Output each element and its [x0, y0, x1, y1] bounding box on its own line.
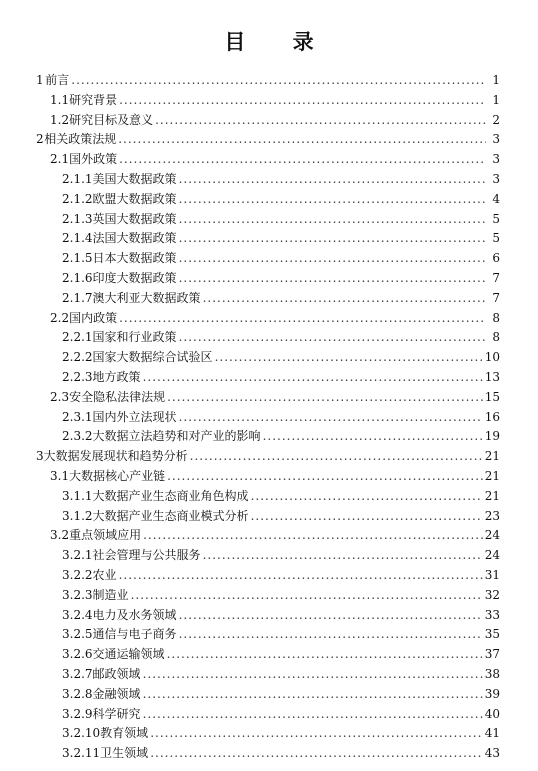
toc-entry-number: 2.3.2: [62, 429, 93, 444]
toc-entry[interactable]: [62, 209, 500, 229]
toc-entry-title: 前言: [45, 73, 70, 87]
toc-entry-page: 41: [484, 726, 500, 741]
toc-entry-title: 农业: [92, 568, 117, 582]
toc-entry-page: 10: [484, 350, 500, 365]
toc-entry-page: 24: [484, 548, 500, 563]
toc-entry[interactable]: [62, 327, 500, 347]
toc-dot-leader: [155, 110, 486, 130]
toc-dot-leader: [203, 288, 486, 308]
toc-entry-number: 2.1.7: [62, 290, 93, 305]
toc-entry[interactable]: [62, 347, 500, 367]
toc-entry-number: 3.2.4: [62, 607, 93, 622]
toc-entry-title: 研究背景: [69, 92, 118, 107]
toc-entry-number: 2.3.1: [62, 409, 93, 424]
toc-entry-page: 8: [492, 310, 500, 325]
toc-entry-page: 3: [492, 172, 500, 186]
toc-entry-page: 1: [492, 92, 500, 107]
toc-entry-title: 澳大利亚大数据政策: [92, 290, 201, 305]
toc-dot-leader: [167, 644, 483, 664]
toc-dot-leader: [263, 426, 483, 446]
toc-entry-page: 16: [484, 409, 500, 424]
toc-entry-title: 国家大数据综合试验区: [92, 350, 213, 365]
toc-entry-page: 23: [484, 508, 500, 523]
toc-dot-leader: [190, 446, 483, 466]
toc-dot-leader: [119, 90, 486, 110]
toc-entry-page: 3: [492, 152, 500, 167]
toc-entry-number: 3.1.1: [62, 488, 93, 503]
toc-entry-number: 2.2: [50, 310, 70, 325]
toc-entry-number: 3.2.9: [62, 706, 93, 721]
toc-entry-number: 2.1.1: [62, 172, 93, 186]
toc-entry[interactable]: [62, 486, 500, 506]
toc-entry-title: 邮政领域: [92, 667, 141, 681]
toc-entry-page: 8: [492, 330, 500, 345]
toc-entry-number: 3.2.1: [62, 548, 93, 563]
toc-entry-title: 大数据核心产业链: [69, 469, 166, 483]
toc-entry[interactable]: [62, 605, 500, 625]
toc-entry-page: 15: [484, 389, 500, 404]
toc-entry[interactable]: [62, 624, 500, 644]
toc-entry[interactable]: [62, 228, 500, 248]
toc-entry-title: 国外政策: [69, 152, 118, 167]
toc-entry-page: 24: [484, 528, 500, 543]
toc-entry[interactable]: [62, 189, 500, 209]
toc-entry-number: 1: [36, 73, 44, 87]
toc-entry-number: 1.1: [50, 92, 70, 107]
toc-entry-title: 社会管理与公共服务: [92, 548, 201, 563]
toc-entry-number: 3.2.3: [62, 587, 93, 602]
toc-entry-page: 32: [484, 587, 500, 602]
toc-entry-page: 7: [492, 290, 500, 305]
toc-entry-number: 3.2.10: [62, 726, 101, 741]
toc-entry-title: 研究目标及意义: [69, 112, 154, 127]
toc-dot-leader: [251, 506, 483, 526]
toc-dot-leader: [179, 209, 486, 229]
toc-dot-leader: [167, 466, 483, 486]
toc-entry-title: 国内政策: [69, 310, 118, 325]
toc-dot-leader: [150, 743, 483, 763]
toc-entry[interactable]: [50, 387, 500, 407]
toc-entry-page: 2: [492, 112, 500, 127]
toc-entry[interactable]: [62, 684, 500, 704]
toc-entry-page: 35: [484, 627, 500, 642]
toc-entry[interactable]: [62, 367, 500, 387]
toc-dot-leader: [179, 605, 483, 625]
toc-dot-leader: [131, 585, 483, 605]
toc-entry[interactable]: [62, 545, 500, 565]
toc-entry-page: 40: [484, 706, 500, 721]
toc-entry-page: 5: [492, 231, 500, 246]
toc-entry[interactable]: [62, 248, 500, 268]
toc-entry-page: 21: [484, 449, 500, 464]
toc-dot-leader: [179, 189, 486, 209]
toc-entry[interactable]: [62, 268, 500, 288]
toc-entry-title: 欧盟大数据政策: [92, 191, 177, 206]
toc-dot-leader: [118, 129, 486, 149]
toc-entry[interactable]: [36, 129, 500, 149]
toc-entry-title: 法国大数据政策: [92, 231, 177, 246]
toc-entry[interactable]: [62, 644, 500, 664]
toc-dot-leader: [143, 664, 483, 684]
toc-entry-page: 3: [492, 132, 500, 147]
toc-entry-page: 21: [484, 488, 500, 503]
toc-entry-number: 2.1: [50, 152, 70, 167]
toc-entry-page: 1: [492, 73, 500, 87]
toc-entry[interactable]: [50, 308, 500, 328]
toc-entry-page: 7: [492, 271, 500, 285]
toc-entry[interactable]: [62, 288, 500, 308]
toc-entry[interactable]: [62, 743, 500, 763]
toc-dot-leader: [251, 486, 483, 506]
toc-entry-page: 37: [484, 647, 500, 662]
toc-entry-title: 大数据发展现状和趋势分析: [43, 449, 188, 464]
toc-dot-leader: [143, 525, 483, 545]
toc-entry-number: 2: [36, 132, 44, 147]
toc-entry-page: 5: [492, 211, 500, 226]
toc-entry-page: 43: [484, 746, 500, 761]
toc-entry-number: 2.1.5: [62, 251, 93, 266]
toc-entry-page: 4: [492, 191, 500, 206]
toc-entry[interactable]: [50, 466, 500, 486]
toc-dot-leader: [179, 624, 483, 644]
toc-entry-title: 电力及水务领域: [92, 607, 177, 622]
toc-entry-number: 2.2.2: [62, 350, 93, 365]
toc-entry[interactable]: [62, 506, 500, 526]
toc-entry[interactable]: [36, 446, 500, 466]
toc-entry-title: 安全隐私法律法规: [69, 389, 166, 404]
toc-entry[interactable]: [62, 407, 500, 427]
toc-entry-number: 3.2.8: [62, 686, 93, 701]
toc-entry[interactable]: [62, 704, 500, 724]
toc-entry-title: 科学研究: [92, 706, 141, 721]
toc-entry[interactable]: [62, 585, 500, 605]
toc-dot-leader: [179, 228, 486, 248]
toc-entry-title: 卫生领域: [100, 746, 149, 761]
toc-entry-title: 印度大数据政策: [92, 271, 177, 285]
toc-dot-leader: [215, 347, 483, 367]
toc-entry-title: 国家和行业政策: [92, 330, 177, 345]
toc-entry-number: 1.2: [50, 112, 70, 127]
toc-dot-leader: [179, 248, 486, 268]
toc-entry[interactable]: [62, 664, 500, 684]
toc-dot-leader: [179, 327, 486, 347]
toc-entry-title: 制造业: [92, 587, 129, 602]
toc-entry-page: 31: [484, 568, 500, 582]
toc-entry-title: 教育领域: [100, 726, 149, 741]
toc-dot-leader: [179, 268, 486, 288]
toc-entry-page: 39: [484, 686, 500, 701]
toc-dot-leader: [119, 565, 483, 585]
toc-entry-number: 2.1.4: [62, 231, 93, 246]
toc-dot-leader: [203, 545, 483, 565]
toc-entry-number: 3.2: [50, 528, 70, 543]
toc-dot-leader: [143, 684, 483, 704]
toc-entry-title: 美国大数据政策: [92, 172, 177, 186]
toc-dot-leader: [150, 723, 483, 743]
toc-entry-number: 2.1.2: [62, 191, 93, 206]
toc-entry-page: 19: [484, 429, 500, 444]
toc-entry-number: 3.2.11: [62, 746, 101, 761]
toc-entry-title: 大数据产业生态商业角色构成: [92, 488, 249, 503]
toc-entry-title: 国内外立法现状: [92, 409, 177, 424]
toc-entry-number: 3.2.5: [62, 627, 93, 642]
toc-entry-title: 地方政策: [92, 370, 141, 384]
toc-entry-title: 日本大数据政策: [92, 251, 177, 266]
toc-entry-title: 金融领域: [92, 686, 141, 701]
toc-entry-number: 2.3: [50, 389, 70, 404]
toc-entry-title: 大数据立法趋势和对产业的影响: [92, 429, 261, 444]
toc-entry-page: 13: [484, 370, 500, 384]
toc-title: 目 录: [224, 29, 334, 54]
toc-entry-title: 重点领域应用: [69, 528, 142, 543]
toc-entry[interactable]: [50, 90, 500, 110]
toc-entry-title: 大数据产业生态商业模式分析: [92, 508, 249, 523]
toc-entry-title: 相关政策法规: [44, 132, 117, 147]
toc-entry-number: 3.1: [50, 469, 70, 483]
toc-dot-leader: [143, 704, 483, 724]
toc-entry[interactable]: [62, 565, 500, 585]
toc-entry-number: 3.2.2: [62, 568, 93, 582]
toc-entry-number: 3.2.6: [62, 647, 93, 662]
toc-entry-page: 38: [484, 667, 500, 681]
toc-dot-leader: [179, 169, 486, 189]
toc-entry-number: 3.2.7: [62, 667, 93, 681]
toc-entry-page: 33: [484, 607, 500, 622]
toc-dot-leader: [71, 70, 486, 90]
toc-entry-page: 6: [492, 251, 500, 266]
toc-dot-leader: [167, 387, 483, 407]
toc-dot-leader: [143, 367, 483, 387]
toc-entry-title: 交通运输领域: [92, 647, 165, 662]
toc-entry-number: 3.1.2: [62, 508, 93, 523]
toc-entry-title: 英国大数据政策: [92, 211, 177, 226]
toc-dot-leader: [119, 308, 486, 328]
toc-entry[interactable]: [50, 110, 500, 130]
toc-entry-number: 3: [36, 449, 44, 464]
toc-entry-title: 通信与电子商务: [92, 627, 177, 642]
toc-entry[interactable]: [62, 723, 500, 743]
toc-entry-page: 21: [484, 469, 500, 483]
toc-entry[interactable]: [36, 70, 500, 90]
toc-entry[interactable]: [50, 149, 500, 169]
toc-entry[interactable]: [62, 169, 500, 189]
toc-entry[interactable]: [62, 426, 500, 446]
toc-dot-leader: [179, 407, 483, 427]
toc-entry-number: 2.1.3: [62, 211, 93, 226]
toc-dot-leader: [119, 149, 486, 169]
toc-entry-number: 2.2.3: [62, 370, 93, 384]
toc-entry-number: 2.1.6: [62, 271, 93, 285]
toc-entry-number: 2.2.1: [62, 330, 93, 345]
toc-entry[interactable]: [50, 525, 500, 545]
